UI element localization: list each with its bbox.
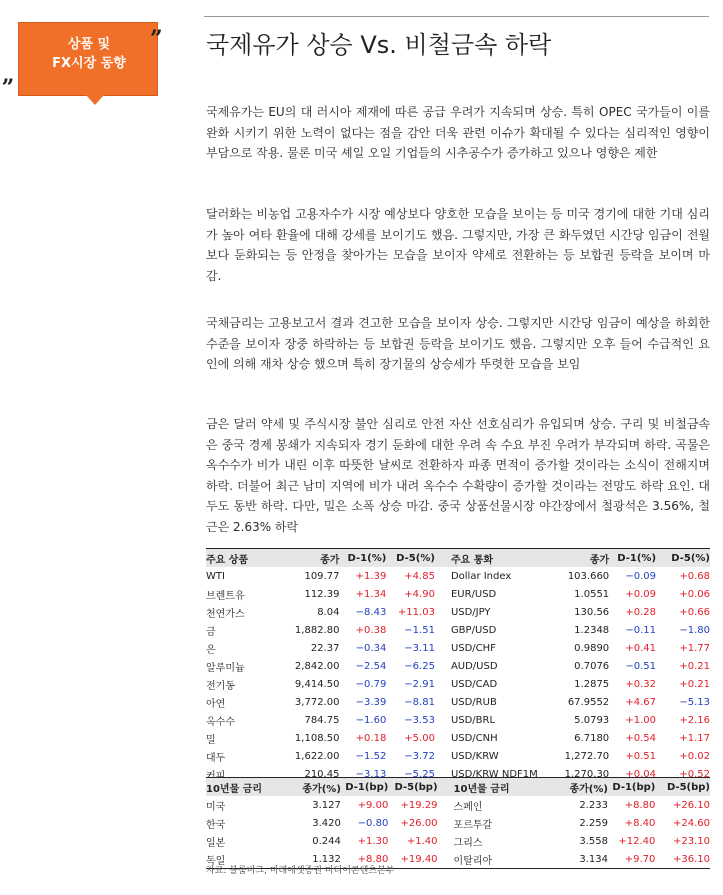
table-row [206, 814, 710, 832]
bonds-table [206, 777, 710, 869]
column-header: D-5(bp) [666, 781, 710, 793]
table-cell: +26.00 [400, 817, 438, 829]
table-cell: 103.660 [567, 570, 610, 582]
column-header: 주요 상품 [206, 554, 249, 566]
table-cell: 그리스 [453, 837, 483, 849]
table-row [206, 693, 710, 711]
table-cell: 1.2348 [574, 624, 610, 636]
table-cell: 대두 [206, 752, 226, 764]
table-cell: 5.0793 [574, 714, 610, 726]
column-header: 종가(%) [569, 783, 608, 795]
markets-table [206, 548, 710, 783]
table-cell: +1.39 [355, 570, 387, 582]
table-cell: +0.32 [625, 678, 657, 690]
table-cell: 3.558 [579, 835, 608, 847]
source-note: 자료: 블룸버그, 미래에셋증권 미디어콘텐츠본부 [206, 866, 395, 876]
table-cell: −0.51 [625, 660, 657, 672]
table-cell: 112.39 [304, 588, 340, 600]
table-cell: −3.13 [355, 768, 387, 780]
table-cell: +0.38 [355, 624, 387, 636]
table-cell: +2.16 [679, 714, 710, 726]
badge-box [18, 22, 158, 96]
badge-tail [86, 95, 104, 105]
column-header: D-5(bp) [394, 781, 438, 793]
table-cell: 2,842.00 [294, 660, 340, 672]
bonds-table-header [206, 778, 710, 797]
table-cell: 밀 [206, 734, 216, 746]
table-cell: +0.54 [625, 732, 657, 744]
table-cell: −3.11 [404, 642, 435, 654]
table-cell: +26.10 [672, 799, 710, 811]
table-cell: 0.7076 [574, 660, 610, 672]
table-cell: −5.13 [679, 696, 710, 708]
table-cell: +0.21 [679, 660, 710, 672]
table-cell: GBP/USD [450, 624, 497, 636]
table-cell: +1.00 [625, 714, 657, 726]
table-cell: +0.68 [679, 570, 710, 582]
page-title: 국제유가 상승 Vs. 비철금속 하락 [206, 31, 552, 59]
table-cell: +0.21 [679, 678, 710, 690]
table-cell: 3,772.00 [294, 696, 340, 708]
table-cell: 옥수수 [206, 716, 235, 728]
table-cell: +9.70 [624, 853, 656, 865]
table-cell: 9,414.50 [294, 678, 340, 690]
table-cell: 1.2875 [574, 678, 610, 690]
table-cell: 1.0551 [574, 588, 610, 600]
table-cell: +24.60 [672, 817, 710, 829]
table-cell: USD/RUB [450, 696, 497, 708]
table-cell: 3.134 [579, 853, 608, 865]
badge-line-2: FX시장 동향 [52, 56, 126, 71]
table-cell: 1,272.70 [564, 750, 610, 762]
paragraph-commodities: 금은 달러 약세 및 주식시장 불안 심리로 안전 자산 선호심리가 유입되며 상승. 구리 및 비철금속은 중국 경제 봉쇄가 지속되자 경기 둔화에 대한 우려 속 수요 부진 우려가 부각되며 하락. 곡물은 옥수수가 비가 내린 이후 따뜻한 날씨로 전환하자 파종 면적이 증가할 것이라는 소식이 전해지며 하락. 더불어 최근 남미 지역에 비가 내려 옥수수 수확량이 증가할 것이라는 전망도 하락 요인. 대두도 동반 하락. 다만, 밀은 소폭 상승 마감. 중국 상품선물시장 야간장에서 철광석은 3.56%, 철근은 2.63% 하락 [206, 417, 710, 534]
table-cell: −8.43 [355, 606, 387, 618]
badge-line-1: 상품 및 [67, 37, 111, 52]
table-cell: USD/CNH [450, 732, 498, 744]
table-cell: USD/BRL [450, 714, 496, 726]
table-cell: 3.420 [312, 817, 341, 829]
column-header: 주요 통화 [450, 554, 494, 566]
table-cell: +12.40 [618, 835, 656, 847]
table-cell: +0.28 [625, 606, 657, 618]
table-cell: +19.40 [400, 853, 438, 865]
table-cell: WTI [206, 570, 225, 582]
table-cell: −0.34 [355, 642, 387, 654]
table-cell: −0.11 [625, 624, 657, 636]
badge-label [19, 35, 159, 73]
column-header: 10년물 금리 [206, 783, 263, 795]
table-cell: −1.80 [679, 624, 710, 636]
table-cell: 1,108.50 [294, 732, 340, 744]
table-cell: 22.37 [310, 642, 340, 654]
table-cell: 스페인 [453, 801, 483, 813]
table-cell: 0.244 [312, 835, 341, 847]
table-cell: +36.10 [672, 853, 710, 865]
table-cell: 1,882.80 [294, 624, 340, 636]
column-header: D-5(%) [671, 552, 710, 564]
column-header: D-1(bp) [345, 781, 389, 793]
close-quote-mark: ” [150, 26, 163, 52]
table-cell: 알루미늄 [206, 662, 245, 674]
table-cell: 이탈리아 [453, 855, 493, 867]
table-cell: +1.17 [679, 732, 710, 744]
table-row [206, 585, 710, 603]
table-cell: 1,270.30 [564, 768, 610, 780]
table-row [206, 567, 710, 585]
table-cell: Dollar Index [450, 570, 512, 582]
table-cell: 아연 [206, 698, 226, 710]
table-cell: USD/JPY [450, 606, 491, 618]
table-cell: +0.18 [355, 732, 387, 744]
table-cell: 전기동 [206, 680, 235, 692]
table-cell: +5.00 [404, 732, 435, 744]
table-cell: +4.85 [404, 570, 435, 582]
table-cell: −1.51 [404, 624, 435, 636]
table-cell: +0.09 [625, 588, 657, 600]
table-cell: 2.259 [579, 817, 608, 829]
table-cell: +0.04 [625, 768, 657, 780]
table-cell: −6.25 [404, 660, 435, 672]
table-cell: +0.06 [679, 588, 710, 600]
table-row [206, 675, 710, 693]
table-cell: −3.53 [404, 714, 435, 726]
table-cell: 독일 [206, 855, 226, 867]
table-cell: +8.80 [624, 799, 656, 811]
table-cell: 커피 [206, 770, 226, 782]
column-header: D-1(bp) [612, 781, 656, 793]
top-divider [204, 16, 709, 17]
table-cell: 0.9890 [574, 642, 610, 654]
table-cell: AUD/USD [450, 660, 498, 672]
table-cell: 천연가스 [206, 608, 245, 620]
column-header: D-5(%) [396, 552, 435, 564]
table-cell: +4.90 [404, 588, 435, 600]
table-cell: +1.30 [357, 835, 389, 847]
table-cell: +0.02 [679, 750, 710, 762]
table-cell: +8.40 [624, 817, 656, 829]
table-cell: 8.04 [317, 606, 340, 618]
table-cell: +9.00 [357, 799, 389, 811]
column-header: 종가 [589, 554, 610, 566]
table-cell: +8.80 [357, 853, 389, 865]
table-cell: 미국 [206, 801, 226, 813]
table-cell: 일본 [206, 837, 226, 849]
table-row [206, 657, 710, 675]
table-cell: −2.91 [404, 678, 435, 690]
table-cell: −1.52 [355, 750, 387, 762]
table-row [206, 832, 710, 850]
table-cell: +0.66 [679, 606, 710, 618]
table-cell: +19.29 [400, 799, 438, 811]
table-cell: +4.67 [625, 696, 657, 708]
table-cell: +1.77 [679, 642, 710, 654]
column-header: 종가 [320, 554, 340, 566]
table-row [206, 603, 710, 621]
table-cell: +0.52 [679, 768, 710, 780]
column-header: D-1(%) [617, 552, 657, 564]
table-cell: USD/KRW NDF1M [450, 768, 538, 780]
table-cell: USD/CHF [450, 642, 496, 654]
table-row [206, 639, 710, 657]
table-cell: +1.34 [355, 588, 387, 600]
paragraph-bonds: 국채금리는 고용보고서 결과 견고한 모습을 보이자 상승. 그렇지만 시간당 임금이 예상을 하회한 수준을 보이자 장중 하락하는 등 보합권 등락을 보이기도 했음. 그렇지만 오후 들어 수급적인 요인에 의해 재차 상승 했으며 특히 장기물의 상승세가 뚜렷한 모습을 보임 [206, 316, 710, 371]
table-cell: USD/CAD [450, 678, 498, 690]
table-cell: −3.72 [404, 750, 435, 762]
table-cell: EUR/USD [450, 588, 497, 600]
section-badge [2, 22, 170, 102]
table-cell: 한국 [206, 819, 226, 831]
table-cell: −0.80 [357, 817, 389, 829]
table-cell: 109.77 [304, 570, 340, 582]
table-cell: +23.10 [672, 835, 710, 847]
table-cell: 784.75 [304, 714, 340, 726]
table-cell: 은 [206, 644, 216, 656]
markets-table-header [206, 549, 710, 568]
table-cell: 1,622.00 [294, 750, 340, 762]
table-cell: +1.40 [406, 835, 438, 847]
table-cell: 포르투갈 [453, 819, 493, 831]
table-cell: 67.9552 [567, 696, 610, 708]
table-cell: −5.25 [404, 768, 435, 780]
table-cell: −1.60 [355, 714, 387, 726]
table-row [206, 729, 710, 747]
table-row [206, 747, 710, 765]
table-cell: +0.41 [625, 642, 657, 654]
paragraph-dollar: 달러화는 비농업 고용자수가 시장 예상보다 양호한 모습을 보이는 등 미국 경기에 대한 기대 심리가 높아 여타 환율에 대해 강세를 보이기도 했음. 그렇지만, 가장 큰 화두였던 시간당 임금이 전월보다 둔화되는 등 안정을 찾아가는 모습을 보이자 약세로 전환하는 등 보합권 등락을 보이며 마감. [206, 207, 710, 283]
table-cell: 금 [206, 626, 216, 638]
column-header: 종가(%) [302, 783, 341, 795]
table-cell: +11.03 [397, 606, 435, 618]
table-cell: 210.45 [304, 768, 340, 780]
table-cell: 브렌트유 [206, 590, 245, 602]
open-quote-mark: „ [2, 62, 15, 88]
column-header: D-1(%) [347, 552, 387, 564]
column-header: 10년물 금리 [453, 783, 510, 795]
table-cell: USD/KRW [450, 750, 499, 762]
table-cell: −8.81 [404, 696, 435, 708]
table-cell: −2.54 [355, 660, 387, 672]
table-cell: +0.51 [625, 750, 657, 762]
table-row [206, 711, 710, 729]
table-cell: 6.7180 [574, 732, 610, 744]
table-cell: 1.132 [312, 853, 341, 865]
paragraph-oil: 국제유가는 EU의 대 러시아 제재에 따른 공급 우려가 지속되며 상승. 특히 OPEC 국가들이 이를 완화 시키기 위한 노력이 없다는 점을 감안 더욱 관련 이슈가 확대될 수 있다는 심리적인 영향이 부담으로 작용. 물론 미국 셰일 오일 기업들의 시추공수가 증가하고 있으나 영향은 제한 [206, 105, 710, 160]
table-cell: −3.39 [355, 696, 387, 708]
table-cell: 3.127 [312, 799, 341, 811]
table-cell: −0.79 [355, 678, 387, 690]
table-cell: 2.233 [579, 799, 608, 811]
table-row [206, 796, 710, 814]
table-row [206, 621, 710, 639]
table-cell: −0.09 [625, 570, 657, 582]
table-cell: 130.56 [574, 606, 610, 618]
